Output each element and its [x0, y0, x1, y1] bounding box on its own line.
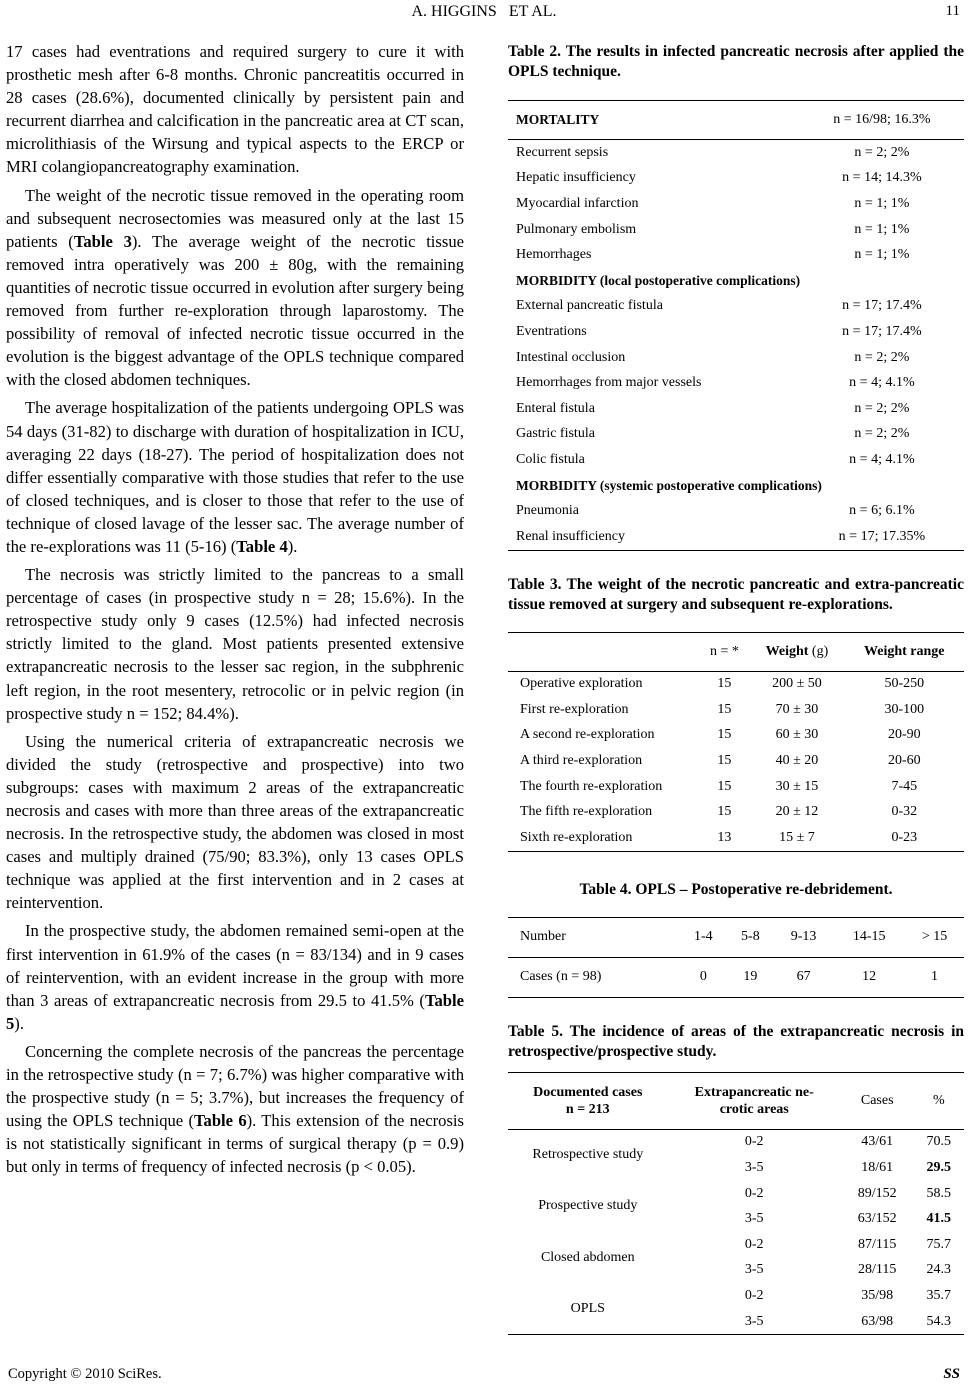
table-row: [508, 191, 964, 217]
table-row: [508, 723, 964, 749]
complication-value: n = 1; 1%: [854, 221, 910, 237]
table-header-cell: [668, 1072, 841, 1129]
table-cell: 14-15: [833, 917, 905, 957]
complication-label: Myocardial infarction: [516, 195, 639, 211]
section-heading: MORBIDITY (local postoperative complications): [516, 272, 801, 288]
table-row: [508, 101, 964, 140]
table-header-cell: [508, 632, 700, 671]
journal-abbreviation: SS: [943, 1366, 960, 1382]
exploration-label: Operative exploration: [520, 676, 643, 692]
table-cell: Number: [508, 917, 680, 957]
necrotic-areas: 0-2: [744, 1134, 764, 1150]
study-group-label: Closed abdomen: [540, 1249, 635, 1265]
table-3-reference: Table 3: [73, 231, 132, 251]
exploration-label: First re-exploration: [520, 701, 629, 717]
cases-value: 63/152: [857, 1211, 897, 1227]
body-text-column: [6, 40, 464, 1184]
necrotic-areas: 3-5: [744, 1313, 764, 1329]
table-row: [508, 396, 964, 422]
paragraph-2-text-a: The weight of the necrotic tissue removed in the operating room and subsequent necrosectomies was measured only at the last 15 patients (: [6, 185, 464, 251]
paragraph-3-text-b: ).: [287, 536, 298, 556]
weight-value: 30 ± 15: [775, 778, 819, 794]
table-row: [508, 422, 964, 448]
study-group-label: Retrospective study: [532, 1147, 644, 1163]
weight-value: 15 ± 7: [779, 829, 815, 845]
necrotic-areas: 0-2: [744, 1185, 764, 1201]
table-3-caption: Table 3. The weight of the necrotic pancreatic and extra-pancreatic tissue removed at surgery and subsequent re-explorations.: [508, 575, 964, 613]
paragraph-6: [6, 919, 464, 1034]
complication-label: Intestinal occlusion: [516, 349, 626, 365]
table-header-row: [508, 1072, 964, 1129]
paragraph-3: [6, 396, 464, 558]
paragraph-6-text-a: In the prospective study, the abdomen remained semi-open at the first intervention in 61.9% of the cases (n = 83/134) and in 9 cases of reintervention, with an evident increase in the group with more than 3 areas of extrapancreatic necrosis from 29.5 to 41.5% (: [6, 921, 464, 1010]
complication-label: Renal insufficiency: [516, 528, 625, 544]
complication-value: n = 2; 2%: [854, 144, 910, 160]
exploration-label: The fourth re-exploration: [520, 778, 663, 794]
table-row: [508, 242, 964, 268]
table-header-cell: n = *: [700, 632, 750, 671]
table-section-row: [508, 268, 964, 294]
percent-value: 35.7: [926, 1288, 952, 1304]
complication-value: n = 14; 14.3%: [842, 170, 922, 186]
percent-value: 29.5: [926, 1160, 952, 1176]
table-6-reference: Table 6: [193, 1111, 247, 1131]
complication-label: Enteral fistula: [516, 400, 595, 416]
paragraph-7-text-a: Concerning the complete necrosis of the pancreas the percentage in the retrospective study (n = 7; 6.7%) was higher comparative with the prospective study (n = 5; 3.7%), but increases the frequency of using the OPLS technique (: [6, 1041, 464, 1131]
table-row: [508, 1232, 964, 1258]
necrotic-areas: 3-5: [744, 1262, 764, 1278]
paragraph-5: Using the numerical criteria of extrapancreatic necrosis we divided the study (retrospective and prospective) into two subgroups: cases with maximum 2 areas of the extrapancreatic necrosis and cases with more than three areas of the extrapancreatic necrosis. In the retrospective study, the abdomen was closed in most cases and multiply drained (75/90; 83.3%), only 13 cases OPLS technique was applied at the first intervention and in 2 cases at reintervention.: [6, 731, 464, 913]
table-cell: 1-4: [680, 917, 727, 957]
table-row: [508, 447, 964, 473]
table-row: [508, 917, 964, 957]
table-row: [508, 671, 964, 697]
patient-count: 15: [717, 778, 732, 794]
weight-value: 20 ± 12: [775, 804, 819, 820]
weight-range: 0-23: [891, 829, 918, 845]
study-group-label: OPLS: [570, 1300, 605, 1316]
exploration-label: A third re-exploration: [520, 753, 643, 769]
paragraph-2-text-b: ). The average weight of the necrotic tissue removed intra operatively was 200 ± 80g, with the remaining quantities of necrotic tissue occurred in evolution after surgery being removed from further re-exploration through laparostomy. The possibility of removal of infected necrotic tissue occurred in the evolution is the biggest advantage of the OPLS technique compared with the closed abdomen techniques.: [6, 231, 464, 390]
table-header-cell: Weight range: [845, 632, 964, 671]
table-2: [508, 100, 964, 551]
complication-value: n = 17; 17.4%: [842, 298, 922, 314]
patient-count: 15: [717, 676, 732, 692]
paragraph-4: The necrosis was strictly limited to the pancreas to a small percentage of cases (in prospective study n = 28; 15.6%). In the retrospective study only 9 cases (12.5%) had infected necrosis strictly limited to the gland. Most patients presented extensive extrapancreatic necrosis to the lesser sac region, in the subphrenic left region, in the root mesentery, retrocolic or in pelvic region (in prospective study n = 152; 84.4%).: [6, 565, 464, 723]
percent-value: 75.7: [926, 1236, 952, 1252]
table-cell: 12: [862, 969, 877, 985]
table-row: [508, 799, 964, 825]
complication-value: n = 2; 2%: [854, 400, 910, 416]
running-head: A. HIGGINS ET AL.: [411, 3, 557, 20]
table-5: [508, 1072, 964, 1336]
table-2-caption: Table 2. The results in infected pancreatic necrosis after applied the OPLS technique.: [508, 43, 964, 80]
weight-header: Weight: [765, 643, 809, 659]
table-row: [508, 1129, 964, 1155]
header-line: n = 213: [565, 1101, 610, 1117]
complication-label: Eventrations: [516, 323, 587, 339]
table-5-reference: Table 5: [6, 990, 464, 1033]
copyright-notice: Copyright © 2010 SciRes.: [8, 1366, 162, 1382]
weight-value: 60 ± 30: [775, 727, 819, 743]
table-row: [508, 697, 964, 723]
complication-label: Recurrent sepsis: [516, 144, 609, 160]
complication-label: Pneumonia: [516, 503, 579, 519]
table-row: [508, 774, 964, 800]
necrotic-areas: 3-5: [744, 1160, 764, 1176]
study-group-label: Prospective study: [538, 1198, 638, 1214]
cases-value: 87/115: [858, 1236, 897, 1252]
table-row: [508, 1181, 964, 1207]
complication-value: n = 17; 17.35%: [838, 528, 926, 544]
patient-count: 15: [717, 753, 732, 769]
weight-range: 0-32: [891, 804, 918, 820]
tables-column: [508, 42, 964, 1335]
table-cell: 9-13: [774, 917, 833, 957]
paragraph-1: 17 cases had eventrations and required surgery to cure it with prosthetic mesh after 6-8 months. Chronic pancreatitis occurred in 28 cases (28.6%), documented clinically by persistent pain and recurrent diarrhea and calcification in the pancreatic area at CT scan, microlithiasis of the Wirsung and typical aspects to the ERCP or MRI colangiopancreatography examination.: [6, 42, 464, 177]
table-row: [508, 294, 964, 320]
complication-value: n = 4; 4.1%: [849, 451, 915, 467]
table-row: [508, 1283, 964, 1309]
table-row: [508, 166, 964, 192]
header-line: Extrapancreatic ne-: [694, 1084, 814, 1100]
patient-count: 15: [717, 804, 732, 820]
table-row: [508, 957, 964, 997]
weight-range: 20-90: [887, 727, 921, 743]
table-row: [508, 825, 964, 851]
weight-value: 200 ± 50: [772, 676, 822, 692]
table-row: [508, 498, 964, 524]
table-section-row: [508, 473, 964, 499]
table-5-caption: Table 5. The incidence of areas of the extrapancreatic necrosis in retrospective/prospective study.: [508, 1022, 964, 1060]
cases-value: 63/98: [861, 1313, 894, 1329]
complication-label: Pulmonary embolism: [516, 221, 637, 237]
complication-label: Hepatic insufficiency: [516, 170, 636, 186]
section-heading: MORBIDITY (systemic postoperative complications): [516, 477, 822, 493]
table-header-row: [508, 632, 964, 671]
complication-label: Gastric fistula: [516, 426, 595, 442]
table-header-cell: [749, 632, 844, 671]
mortality-value: n = 16/98; 16.3%: [800, 101, 964, 140]
percent-value: 24.3: [926, 1262, 952, 1278]
patient-count: 13: [717, 829, 732, 845]
page-number: 11: [945, 3, 960, 19]
table-cell: 1: [931, 969, 939, 985]
cases-value: 43/61: [861, 1134, 894, 1150]
table-cell: 5-8: [727, 917, 774, 957]
table-row: [508, 370, 964, 396]
complication-value: n = 4; 4.1%: [849, 375, 915, 391]
exploration-label: The fifth re-exploration: [520, 804, 653, 820]
table-row: [508, 748, 964, 774]
paragraph-2: [6, 184, 464, 392]
paragraph-7-text-b: ). This extension of the necrosis is not statistically significant in terms of surgical therapy (p = 0.9) but only in terms of frequency of infected necrosis (p < 0.05).: [6, 1111, 464, 1177]
weight-range: 50-250: [884, 676, 925, 692]
paragraph-3-text-a: The average hospitalization of the patients undergoing OPLS was 54 days (31-82) to discharge with duration of hospitalization in ICU, averaging 22 days (18-27). The period of hospitalization does not differ essentially comparative with those studies that refer to the use of closed techniques, and is closer to those that refer to the use of technique of closed lavage of the lesser sac. The average number of the re-explorations was 11 (5-16) (: [6, 398, 464, 556]
complication-label: Hemorrhages from major vessels: [516, 375, 702, 391]
header-line: crotic areas: [719, 1101, 789, 1117]
mortality-label: MORTALITY: [508, 101, 800, 140]
weight-range: 30-100: [884, 701, 925, 717]
complication-value: n = 1; 1%: [854, 247, 910, 263]
table-cell: 19: [743, 969, 758, 985]
table-row: [508, 524, 964, 550]
table-4-caption: Table 4. OPLS – Postoperative re-debridement.: [579, 880, 893, 898]
cases-value: 35/98: [861, 1288, 894, 1304]
complication-value: n = 1; 1%: [854, 195, 910, 211]
table-row: [508, 345, 964, 371]
header-line: Documented cases: [533, 1084, 643, 1100]
complication-label: External pancreatic fistula: [516, 298, 663, 314]
table-cell: > 15: [905, 917, 964, 957]
paragraph-6-text-b: ).: [14, 1013, 24, 1033]
complication-value: n = 17; 17.4%: [842, 323, 922, 339]
cases-value: 28/115: [858, 1262, 897, 1278]
cases-value: 89/152: [857, 1185, 897, 1201]
weight-unit: (g): [811, 643, 829, 659]
weight-range: 7-45: [891, 778, 918, 794]
table-row: [508, 217, 964, 243]
table-4-reference: Table 4: [236, 536, 288, 556]
percent-value: 58.5: [926, 1185, 952, 1201]
patient-count: 15: [717, 701, 732, 717]
exploration-label: Sixth re-exploration: [520, 829, 633, 845]
weight-range: 20-60: [887, 753, 921, 769]
table-row: [508, 319, 964, 345]
table-header-cell: [508, 1072, 668, 1129]
percent-value: 70.5: [926, 1134, 952, 1150]
table-4: [508, 917, 964, 998]
paragraph-7: [6, 1040, 464, 1179]
percent-value: 54.3: [926, 1313, 952, 1329]
exploration-label: A second re-exploration: [520, 727, 655, 743]
table-cell: Cases (n = 98): [520, 969, 602, 985]
complication-value: n = 2; 2%: [854, 349, 910, 365]
weight-value: 70 ± 30: [775, 701, 819, 717]
necrotic-areas: 0-2: [744, 1288, 764, 1304]
complication-value: n = 2; 2%: [854, 426, 910, 442]
necrotic-areas: 0-2: [744, 1236, 764, 1252]
table-cell: 0: [699, 969, 707, 985]
patient-count: 15: [717, 727, 732, 743]
table-header-cell: Cases: [841, 1072, 914, 1129]
table-header-cell: %: [914, 1072, 964, 1129]
cases-value: 18/61: [861, 1160, 894, 1176]
complication-label: Colic fistula: [516, 451, 585, 467]
complication-value: n = 6; 6.1%: [849, 503, 915, 519]
complication-label: Hemorrhages: [516, 247, 592, 263]
table-cell: 67: [796, 969, 811, 985]
weight-value: 40 ± 20: [775, 753, 819, 769]
percent-value: 41.5: [926, 1211, 952, 1227]
table-3: [508, 632, 964, 852]
necrotic-areas: 3-5: [744, 1211, 764, 1227]
table-row: [508, 140, 964, 166]
